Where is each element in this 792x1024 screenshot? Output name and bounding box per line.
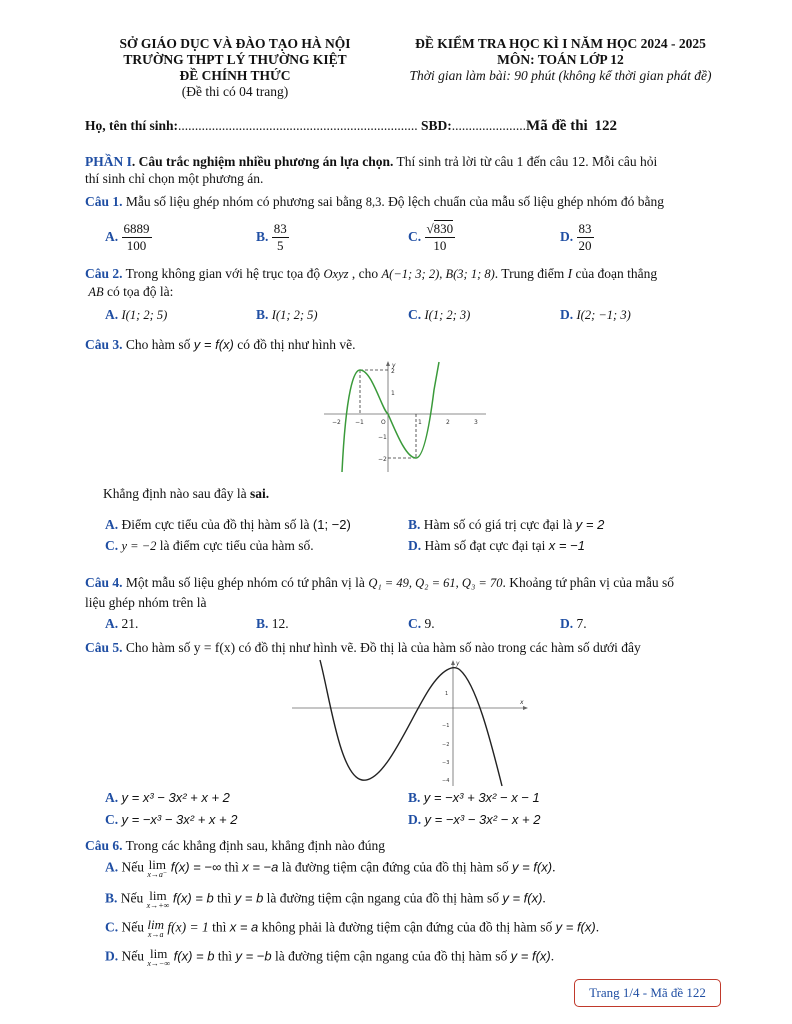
- q2-points: A(−1; 3; 2), B(3; 1; 8): [381, 267, 495, 281]
- q6-b-fn: y = f(x): [502, 890, 543, 906]
- q1-option-b[interactable]: [256, 221, 289, 255]
- header-left: [90, 36, 380, 100]
- q6-d-pre: Nếu: [118, 948, 148, 964]
- question-5: [85, 640, 725, 656]
- q5-ytick: −3: [442, 760, 450, 766]
- part1-line2: thí sinh chỉ chọn một phương án.: [85, 171, 264, 186]
- q5-a-value: y = x³ − 3x² + x + 2: [121, 790, 230, 805]
- q6-a-lim: lim: [148, 857, 166, 872]
- q1-text-b: . Độ lệch chuẩn của mẫu số liệu ghép nhóm đó bằng: [381, 194, 664, 209]
- q1-a-den: 100: [126, 238, 147, 254]
- option-letter: D.: [408, 812, 422, 827]
- option-letter: B.: [256, 228, 269, 244]
- q3-a-text: Điểm cực tiểu của đồ thị hàm số là: [118, 517, 313, 532]
- q3-option-b[interactable]: [408, 517, 604, 533]
- q4-quartiles: Q₁ = 49, Q₂ = 61, Q₃ = 70: [368, 576, 503, 590]
- time-note: Thời gian làm bài: 90 phút (không kể thời gian phát đề): [409, 68, 712, 83]
- option-letter: D.: [560, 307, 574, 322]
- q3-a-value: (1; −2): [312, 517, 351, 532]
- q6-c-lim-sub: x→a: [147, 930, 164, 939]
- q6-a-post: là đường tiệm cận đứng của đồ thị hàm số: [278, 859, 512, 875]
- q6-d-expr: f(x) = b: [170, 948, 215, 964]
- option-letter: A.: [105, 859, 119, 875]
- q6-d-lim: lim: [150, 946, 168, 961]
- question-6: [85, 838, 725, 854]
- q6-b-pre: Nếu: [117, 890, 147, 906]
- q3-y-label: y: [392, 362, 396, 369]
- q4-option-b[interactable]: [256, 616, 289, 632]
- q6-c-mid: thì: [208, 919, 230, 935]
- student-info-line: [85, 118, 617, 135]
- q5-x-label: x: [520, 699, 524, 706]
- q6-c-expr: f(x) = 1: [164, 919, 209, 935]
- q2-option-d[interactable]: [560, 307, 631, 323]
- q5-label: Câu 5.: [85, 640, 123, 655]
- option-letter: C.: [105, 919, 119, 935]
- q3-xtick: −1: [355, 419, 364, 426]
- q6-d-fn: y = f(x): [510, 948, 551, 964]
- q2-label: Câu 2.: [85, 266, 123, 281]
- q4-d-value: 7.: [576, 616, 587, 631]
- q3-question-text: Khẳng định nào sau đây là: [103, 486, 250, 501]
- q6-b-expr: f(x) = b: [169, 890, 214, 906]
- q4-text2: . Khoảng tứ phân vị của mẫu số: [502, 575, 675, 590]
- q5-option-a[interactable]: [105, 790, 230, 806]
- q3-ytick: −2: [378, 456, 387, 463]
- page-count-note: (Đề thi có 04 trang): [181, 84, 289, 99]
- q3-ytick: 2: [391, 368, 395, 375]
- q3-graph: [320, 360, 490, 475]
- q2-line2: có tọa độ là:: [103, 284, 174, 299]
- q6-d-mid: thì: [214, 948, 236, 964]
- school-name: TRƯỜNG THPT LÝ THƯỜNG KIỆT: [123, 52, 347, 67]
- q3-d-value: x = −1: [548, 538, 585, 553]
- q6-b-lim-sub: x→+∞: [146, 901, 170, 910]
- q5-ytick: −4: [442, 778, 450, 784]
- q5-graph: [290, 658, 530, 788]
- part1-line1: Thí sinh trả lời từ câu 1 đến câu 12. Mỗi câu hỏi: [393, 154, 658, 169]
- q4-option-d[interactable]: [560, 616, 587, 632]
- q6-b-end: .: [542, 890, 546, 906]
- sbd-field[interactable]: ......................: [451, 118, 527, 133]
- q5-option-c[interactable]: [105, 812, 237, 828]
- q1-option-d[interactable]: [560, 221, 594, 255]
- question-4: [85, 573, 725, 613]
- exam-title: ĐỀ KIỂM TRA HỌC KÌ I NĂM HỌC 2024 - 2025: [415, 36, 706, 51]
- q5-ytick: −2: [442, 742, 450, 748]
- y-arrow-icon: [451, 660, 455, 665]
- part1-heading: . Câu trắc nghiệm nhiều phương án lựa chọn.: [131, 154, 394, 169]
- q6-option-d[interactable]: [105, 947, 554, 968]
- q6-d-lim-sub: x→−∞: [147, 959, 171, 968]
- option-letter: B.: [408, 790, 421, 805]
- q5-text: Cho hàm số y = f(x) có đồ thị như hình vẽ. Đồ thị là của hàm số nào trong các hàm số dưới đây: [122, 640, 641, 655]
- q1-value: 8,3: [365, 195, 382, 209]
- q2-oxyz: Oxyz: [323, 267, 349, 281]
- q2-option-b[interactable]: [256, 307, 318, 323]
- q6-b-eq: y = b: [234, 890, 264, 906]
- official-exam-label: ĐỀ CHÍNH THỨC: [179, 68, 291, 83]
- q4-a-value: 21.: [121, 616, 139, 631]
- q5-ytick: −1: [442, 723, 450, 729]
- q3-xtick: 1: [418, 419, 422, 426]
- subject-title: MÔN: TOÁN LỚP 12: [497, 52, 624, 67]
- question-2: [85, 265, 725, 301]
- option-letter: C.: [408, 228, 422, 244]
- q6-a-expr: f(x) = −∞: [167, 859, 222, 875]
- q3-text2: có đồ thị như hình vẽ.: [233, 337, 356, 352]
- q3-xtick: −2: [332, 419, 341, 426]
- option-letter: B.: [256, 616, 269, 631]
- option-letter: D.: [560, 228, 574, 244]
- q4-option-a[interactable]: [105, 616, 138, 632]
- part1-title: PHẦN I: [85, 154, 132, 169]
- y-arrow-icon: [386, 361, 390, 366]
- student-name-label: Họ, tên thí sinh:: [85, 118, 179, 133]
- q6-c-end: .: [595, 919, 600, 935]
- q6-b-lim: lim: [149, 888, 167, 903]
- q2-ab: AB: [88, 285, 104, 299]
- q2-option-c[interactable]: [408, 307, 470, 323]
- option-letter: A.: [105, 790, 119, 805]
- q2-b-value: I(1; 2; 5): [271, 308, 318, 322]
- q6-label: Câu 6.: [85, 838, 123, 853]
- q6-b-post: là đường tiệm cận ngang của đồ thị hàm số: [263, 890, 503, 906]
- q6-c-fn: y = f(x): [555, 919, 596, 935]
- q6-option-c[interactable]: [105, 918, 599, 939]
- option-letter: C.: [105, 812, 119, 827]
- option-letter: A.: [105, 517, 119, 532]
- header-right: [388, 36, 733, 84]
- q4-label: Câu 4.: [85, 575, 123, 590]
- q2-c-value: I(1; 2; 3): [424, 308, 471, 322]
- q1-d-den: 20: [578, 238, 592, 254]
- q3-question: [103, 486, 269, 502]
- q5-ytick: 1: [445, 691, 449, 697]
- q6-a-mid: thì: [221, 859, 243, 875]
- q1-c-den: 10: [433, 238, 447, 254]
- q1-text: Mẫu số liệu ghép nhóm có phương sai bằng: [122, 194, 366, 209]
- q6-a-end: .: [552, 859, 556, 875]
- q1-c-num: 830: [433, 221, 454, 236]
- q6-a-fn: y = f(x): [511, 859, 553, 875]
- option-letter: A.: [105, 307, 119, 322]
- option-letter: C.: [408, 307, 422, 322]
- q3-c-text: là điểm cực tiểu của hàm số.: [156, 538, 314, 553]
- q3-c-value: y = −2: [121, 539, 157, 553]
- q2-text4: của đoạn thẳng: [572, 266, 658, 281]
- option-letter: C.: [105, 538, 119, 553]
- department-name: SỞ GIÁO DỤC VÀ ĐÀO TẠO HÀ NỘI: [119, 36, 351, 51]
- q3-xtick: 3: [474, 419, 478, 426]
- q6-option-a[interactable]: [105, 858, 555, 879]
- q3-option-c[interactable]: [105, 538, 314, 554]
- x-arrow-icon: [523, 706, 528, 710]
- option-letter: A.: [105, 616, 119, 631]
- q2-text: Trong không gian với hệ trục tọa độ: [122, 266, 324, 281]
- q3-function: y = f(x): [193, 337, 234, 352]
- q6-option-b[interactable]: [105, 889, 546, 910]
- q3-ytick: 1: [391, 390, 395, 397]
- q6-c-eq: x = a: [229, 919, 259, 935]
- q5-d-value: y = −x³ − 3x² − x + 2: [424, 812, 541, 827]
- q3-curve: [342, 362, 439, 472]
- q4-text: Một mẫu số liệu ghép nhóm có tứ phân vị là: [122, 575, 369, 590]
- q6-d-post: là đường tiệm cận ngang của đồ thị hàm số: [271, 948, 511, 964]
- q5-option-b[interactable]: [408, 790, 540, 806]
- q1-d-num: 83: [577, 221, 594, 238]
- q6-text: Trong các khẳng định sau, khẳng định nào đúng: [122, 838, 385, 853]
- q1-option-a[interactable]: [105, 221, 152, 255]
- q5-c-value: y = −x³ − 3x² + x + 2: [121, 812, 238, 827]
- q3-label: Câu 3.: [85, 337, 123, 352]
- q1-a-num: 6889: [122, 221, 152, 238]
- q6-c-pre: Nếu: [118, 919, 148, 935]
- q5-option-d[interactable]: [408, 812, 540, 828]
- q3-question-bold: sai.: [249, 486, 270, 501]
- q1-b-den: 5: [277, 238, 284, 254]
- q6-b-mid: thì: [213, 890, 235, 906]
- option-letter: B.: [256, 307, 269, 322]
- q2-text3: . Trung điểm: [494, 266, 568, 281]
- q2-i: I: [567, 266, 573, 281]
- q5-y-label: y: [456, 660, 460, 667]
- q3-xtick: 2: [446, 419, 450, 426]
- q3-text: Cho hàm số: [122, 337, 194, 352]
- q6-d-eq: y = −b: [235, 948, 272, 964]
- q6-d-end: .: [550, 948, 555, 964]
- q4-option-c[interactable]: [408, 616, 435, 632]
- q3-option-d[interactable]: [408, 538, 585, 554]
- option-letter: D.: [560, 616, 574, 631]
- option-letter: C.: [408, 616, 422, 631]
- q3-origin: O: [381, 419, 386, 426]
- q2-option-a[interactable]: [105, 307, 167, 323]
- q3-ytick: −1: [378, 434, 387, 441]
- option-letter: D.: [408, 538, 422, 553]
- q2-d-value: I(2; −1; 3): [576, 308, 631, 322]
- exam-code-value: 122: [594, 118, 617, 134]
- option-letter: B.: [105, 890, 118, 906]
- q5-curve: [320, 660, 502, 786]
- question-3: [85, 337, 725, 353]
- q6-a-pre: Nếu: [118, 859, 148, 875]
- q3-b-value: y = 2: [575, 517, 605, 532]
- page-footer: Trang 1/4 - Mã đề 122: [574, 979, 721, 1007]
- q4-b-value: 12.: [271, 616, 289, 631]
- q3-b-text: Hàm số có giá trị cực đại là: [420, 517, 576, 532]
- q1-b-num: 83: [272, 221, 289, 238]
- q1-option-c[interactable]: [408, 221, 455, 255]
- option-letter: B.: [408, 517, 421, 532]
- q6-c-post: không phải là đường tiệm cận đứng của đồ thị hàm số: [258, 919, 556, 935]
- q4-line2: liệu ghép nhóm trên là: [85, 595, 207, 610]
- q6-a-lim-sub: x→a⁻: [147, 870, 168, 879]
- q6-c-lim: lim: [147, 917, 164, 932]
- option-letter: A.: [105, 228, 119, 244]
- q2-text2: , cho: [348, 266, 382, 281]
- question-1: [85, 194, 725, 210]
- q6-a-eq: x = −a: [242, 859, 279, 875]
- part1-intro: [85, 153, 725, 187]
- sbd-label: SBD:: [421, 118, 452, 133]
- q1-label: Câu 1.: [85, 194, 123, 209]
- q4-c-value: 9.: [424, 616, 435, 631]
- exam-code-label: Mã đề thi: [526, 118, 588, 134]
- student-name-field[interactable]: .......................................................................: [178, 118, 418, 133]
- q3-d-text: Hàm số đạt cực đại tại: [421, 538, 549, 553]
- q2-a-value: I(1; 2; 5): [121, 308, 168, 322]
- sqrt-icon: √: [426, 221, 434, 236]
- option-letter: D.: [105, 948, 119, 964]
- q5-b-value: y = −x³ + 3x² − x − 1: [423, 790, 540, 805]
- q3-option-a[interactable]: [105, 517, 351, 533]
